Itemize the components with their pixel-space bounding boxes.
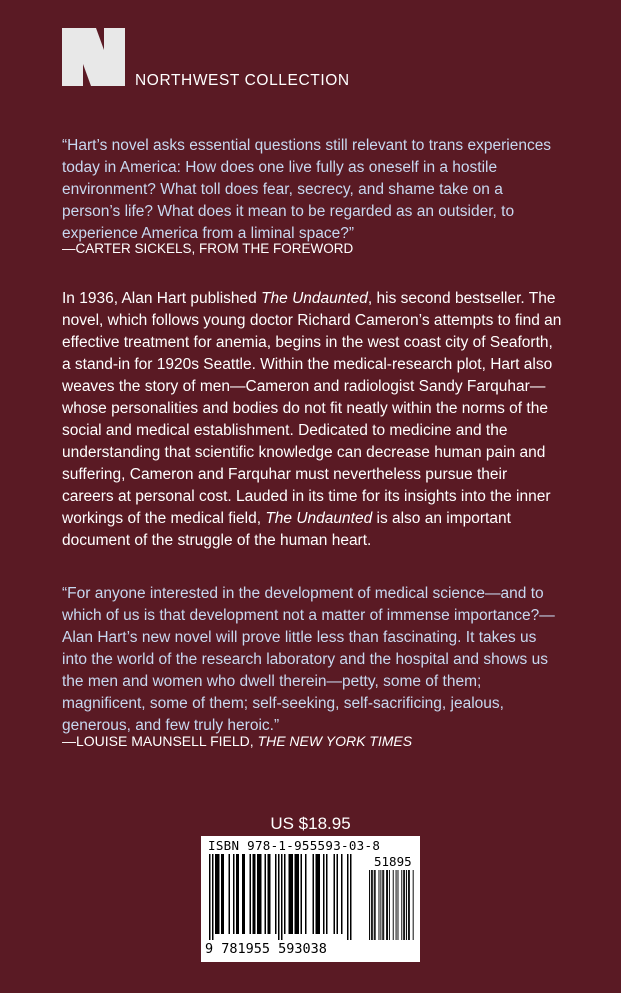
barcode-bar bbox=[253, 854, 255, 934]
barcode-bar bbox=[242, 854, 244, 934]
barcode-bar bbox=[269, 854, 271, 934]
addon-bar bbox=[383, 870, 384, 940]
publisher-name: NORTHWEST COLLECTION bbox=[135, 72, 350, 89]
barcode-bar bbox=[290, 854, 292, 934]
barcode-bar bbox=[268, 854, 270, 934]
addon-bar bbox=[393, 870, 394, 940]
book-description bbox=[62, 288, 562, 552]
barcode-bar bbox=[212, 854, 214, 940]
barcode-bar bbox=[215, 854, 217, 934]
barcode-bar bbox=[221, 854, 223, 934]
book-title: The Undaunted bbox=[265, 510, 373, 527]
barcode-bar bbox=[236, 854, 238, 934]
barcode-bar bbox=[305, 854, 307, 934]
barcode-number: 9 781955 593038 bbox=[205, 941, 327, 957]
barcode-bar bbox=[209, 854, 211, 940]
price-addon-number: 51895 bbox=[374, 854, 412, 869]
barcode-bar bbox=[260, 854, 262, 934]
addon-bar bbox=[374, 870, 375, 940]
addon-barcode-bars bbox=[369, 870, 414, 940]
barcode-bar bbox=[334, 854, 336, 934]
reviewer-name: —LOUISE MAUNSELL FIELD, bbox=[62, 733, 258, 749]
review-quote-attribution bbox=[62, 733, 412, 749]
addon-bar bbox=[379, 870, 380, 940]
foreword-quote: “Hart’s novel asks essential questions still relevant to trans experiences today in America: How does one live fully as oneself in a hostile environment? What toll does fear, secrecy, and shame take on a person’s life? What does it mean to be regarded as an outsider, to experience America from a liminal space?” bbox=[62, 137, 552, 242]
barcode-bar bbox=[347, 854, 349, 940]
barcode-bar bbox=[316, 854, 318, 934]
barcode-bar bbox=[265, 854, 267, 934]
addon-bar bbox=[403, 870, 404, 940]
barcode-bar bbox=[313, 854, 315, 934]
barcode-bar bbox=[257, 854, 259, 934]
description-text: is also an important document of the struggle of the human heart. bbox=[62, 510, 511, 549]
addon-bar bbox=[389, 870, 390, 940]
review-source: THE NEW YORK TIMES bbox=[257, 733, 413, 749]
barcode-bar bbox=[250, 854, 252, 934]
barcode-bar bbox=[244, 854, 246, 934]
addon-bar bbox=[386, 870, 387, 940]
description-text: , his second bestseller. The novel, which follows young doctor Richard Cameron’s attempts to find an effective treatment for anemia, begins in the west coast city of Seaforth, a stand-in for 1920s Seattle. Within the medical-research plot, Hart also weaves the story of men—Cameron and radiologist Sandy Farquhar—whose personalities and bodies do not fit neatly within the norms of the social and medical establishment. Dedicated to medicine and the understanding that scientific knowledge can decrease human pain and suffering, Cameron and Farquhar must nevertheless pursue their careers at personal cost. Lauded in its time for its insights into the inner workings of the medical field, bbox=[62, 290, 562, 527]
barcode-bar bbox=[275, 854, 277, 934]
addon-bar bbox=[382, 870, 383, 940]
addon-bar bbox=[372, 870, 373, 940]
isbn-label: ISBN 978-1-955593-03-8 bbox=[208, 838, 381, 853]
n-logo-icon bbox=[62, 28, 125, 86]
barcode-bar bbox=[298, 854, 300, 934]
barcode-bar bbox=[289, 854, 291, 934]
barcode-bar bbox=[284, 854, 286, 934]
barcode-bar bbox=[295, 854, 297, 934]
addon-bar bbox=[409, 870, 410, 940]
addon-bar bbox=[401, 870, 402, 940]
barcode-bar bbox=[233, 854, 235, 934]
barcode-bar bbox=[229, 854, 231, 934]
isbn-barcode bbox=[201, 836, 420, 962]
barcode-bar bbox=[319, 854, 321, 934]
foreword-quote-attribution: —CARTER SICKELS, FROM THE FOREWORD bbox=[62, 241, 354, 256]
addon-bar bbox=[375, 870, 376, 940]
barcode-bar bbox=[278, 854, 280, 940]
barcode-bar bbox=[292, 854, 294, 934]
barcode-bar bbox=[296, 854, 298, 934]
addon-bar bbox=[371, 870, 372, 940]
price-label: US $18.95 bbox=[270, 814, 351, 833]
barcode-bar bbox=[301, 854, 303, 934]
barcode-bar bbox=[326, 854, 328, 934]
barcode-bar bbox=[218, 854, 220, 934]
barcode-bar bbox=[323, 854, 325, 934]
barcode-bar bbox=[350, 854, 352, 940]
ean-barcode-bars bbox=[209, 854, 359, 940]
addon-bar bbox=[387, 870, 388, 940]
barcode-bar bbox=[341, 854, 343, 934]
addon-bar bbox=[404, 870, 405, 940]
description-text: In 1936, Alan Hart published bbox=[62, 290, 262, 307]
addon-bar bbox=[413, 870, 414, 940]
addon-bar bbox=[369, 870, 370, 940]
barcode-bar bbox=[238, 854, 240, 934]
addon-bar bbox=[380, 870, 381, 940]
addon-bar bbox=[408, 870, 409, 940]
barcode-bar bbox=[281, 854, 283, 940]
book-title: The Undaunted bbox=[261, 290, 368, 307]
addon-bar bbox=[398, 870, 399, 940]
barcode-bar bbox=[337, 854, 339, 934]
addon-bar bbox=[396, 870, 397, 940]
barcode-bar bbox=[217, 854, 219, 934]
barcode-bar bbox=[259, 854, 261, 934]
barcode-bar bbox=[254, 854, 256, 934]
barcode-bar bbox=[223, 854, 225, 934]
review-quote: “For anyone interested in the development of medical science—and to which of us is that development not a matter of immense importance?—Alan Hart’s new novel will prove little less than fascinating. It takes us into the world of the research laboratory and the hospital and shows us the men and women who dwell therein—petty, some of them; magnificent, some of them; self-seeking, self-sacrificing, jealous, generous, and few truly heroic.” bbox=[62, 585, 555, 734]
barcode-bar bbox=[317, 854, 319, 934]
addon-bar bbox=[406, 870, 407, 940]
